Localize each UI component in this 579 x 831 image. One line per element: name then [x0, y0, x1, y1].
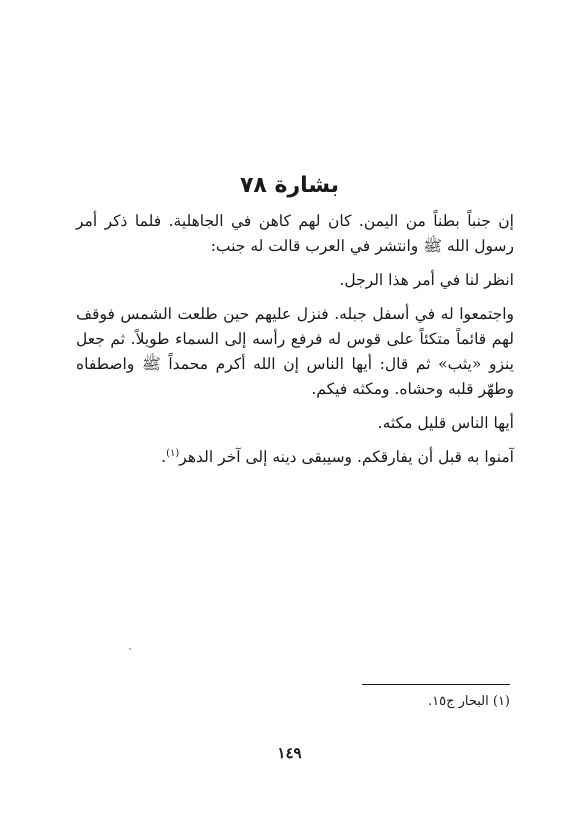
paragraph-3: واجتمعوا له في أسفل جبله. فنزل عليهم حين طلعت الشمس فوقف لهم قائماً متكئاً على قوس له فرفع رأسه إلى السماء طويلاً. ثم جعل ينزو «يثب» ثم قال: أيها الناس إن الله أكرم محمداً ﷺ واصطفاه وطهّر قلبه وحشاه. ومكثه فيكم. — [76, 305, 514, 398]
footnote-reference[interactable]: (١) — [166, 447, 180, 459]
body-text — [76, 209, 514, 479]
paragraph-1: إن جنباً بطناً من اليمن. كان لهم كاهن في الجاهلية. فلما ذكر أمر رسول الله ﷺ وانتشر في العرب قالت له جنب: — [76, 212, 514, 255]
footnote-divider — [362, 684, 510, 685]
paragraph-5 — [76, 445, 514, 470]
page-number: ١٤٩ — [277, 744, 302, 762]
paragraph-2: انظر لنا في أمر هذا الرجل. — [339, 271, 514, 289]
paragraph-4: أيها الناس قليل مكثه. — [377, 414, 514, 432]
scan-speck — [129, 648, 131, 650]
paragraph-5-end: . — [161, 448, 167, 466]
paragraph-5-text: آمنوا به قبل أن يفارقكم. وسيبقى دينه إلى آخر الدهر — [179, 448, 514, 466]
section-heading: بشارة ٧٨ — [239, 173, 340, 198]
footnote: (١) البحار ج١٥. — [427, 694, 510, 709]
